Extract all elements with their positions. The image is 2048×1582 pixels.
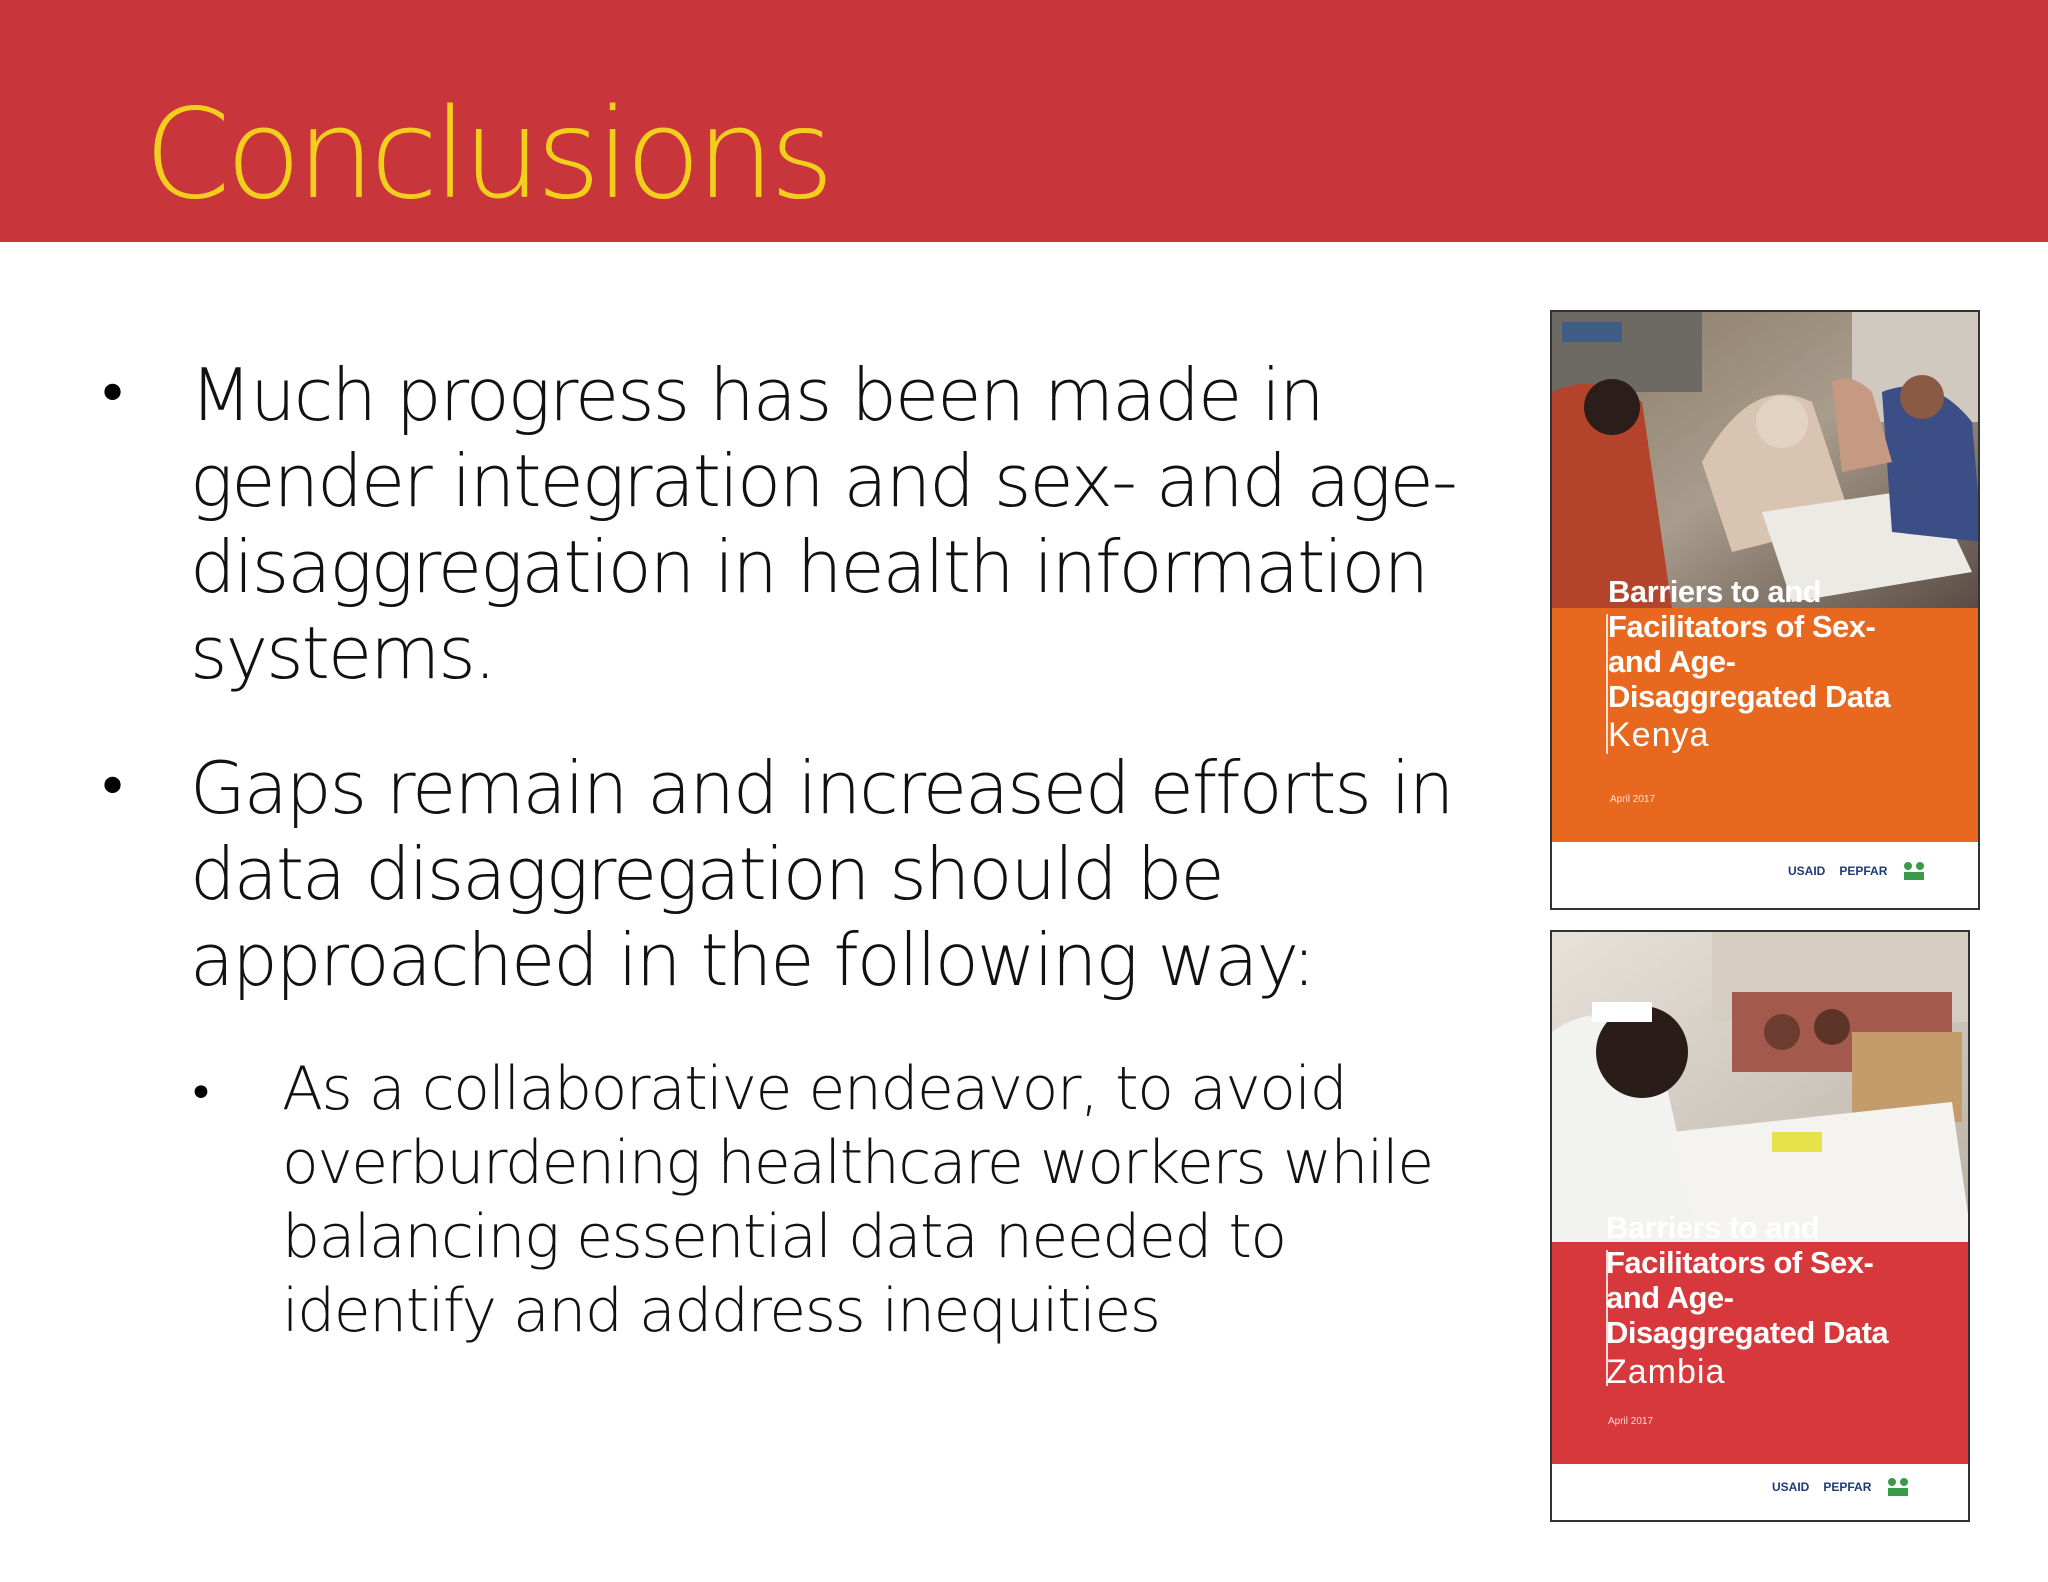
bullet-1-line-3: disaggregation in health information bbox=[190, 525, 1428, 609]
bullet-marker-2: • bbox=[96, 755, 130, 820]
sub-bullet-1-line-4: identify and address inequities bbox=[282, 1276, 1160, 1346]
slide-title: Conclusions bbox=[144, 83, 830, 227]
sub-bullet-1-line-1: As a collaborative endeavor, to avoid bbox=[282, 1054, 1347, 1124]
cover-date: April 2017 bbox=[1608, 1416, 1654, 1427]
cover-title-line-2: Facilitators of Sex- bbox=[1606, 1245, 1874, 1280]
bullet-2-line-1: Gaps remain and increased efforts in bbox=[190, 746, 1453, 830]
cover-photo-kenya bbox=[1552, 312, 1978, 608]
sub-bullet-marker-1: • bbox=[188, 1068, 214, 1119]
cover-title-line-4: Disaggregated Data bbox=[1606, 1315, 1889, 1350]
sub-bullet-1-line-2: overburdening healthcare workers while bbox=[282, 1128, 1433, 1198]
cover-country-kenya: Kenya bbox=[1608, 716, 1710, 754]
cover-title-line-1: Barriers to and bbox=[1606, 1210, 1820, 1245]
cover-date: April 2017 bbox=[1610, 794, 1656, 805]
usaid-logo: USAID bbox=[1788, 864, 1826, 878]
cover-country-zambia: Zambia bbox=[1606, 1353, 1726, 1391]
cover-photo-zambia bbox=[1552, 932, 1968, 1242]
bullet-1-line-4: systems. bbox=[190, 611, 495, 695]
report-cover-zambia bbox=[1550, 930, 1970, 1522]
measure-evaluation-icon bbox=[1885, 1474, 1911, 1500]
sub-bullet-1-line-3: balancing essential data needed to bbox=[282, 1202, 1286, 1272]
cover-title-line-3: and Age- bbox=[1606, 1280, 1734, 1315]
bullet-2-line-3: approached in the following way: bbox=[190, 918, 1315, 1002]
cover-title-line-2: Facilitators of Sex- bbox=[1608, 609, 1876, 644]
cover-title-line-1: Barriers to and bbox=[1608, 574, 1822, 609]
pepfar-logo: PEPFAR bbox=[1823, 1480, 1872, 1494]
report-cover-kenya bbox=[1550, 310, 1980, 910]
usaid-logo: USAID bbox=[1772, 1480, 1810, 1494]
cover-title-line-4: Disaggregated Data bbox=[1608, 679, 1891, 714]
measure-evaluation-icon bbox=[1901, 858, 1927, 884]
cover-logos bbox=[1788, 858, 1927, 884]
cover-logos bbox=[1772, 1474, 1911, 1500]
bullet-1-line-1: Much progress has been made in bbox=[190, 353, 1323, 437]
cover-title-line-3: and Age- bbox=[1608, 644, 1736, 679]
bullet-2-line-2: data disaggregation should be bbox=[190, 832, 1223, 916]
pepfar-logo: PEPFAR bbox=[1839, 864, 1888, 878]
bullet-1-line-2: gender integration and sex- and age- bbox=[190, 439, 1456, 523]
bullet-marker-1: • bbox=[96, 362, 130, 427]
